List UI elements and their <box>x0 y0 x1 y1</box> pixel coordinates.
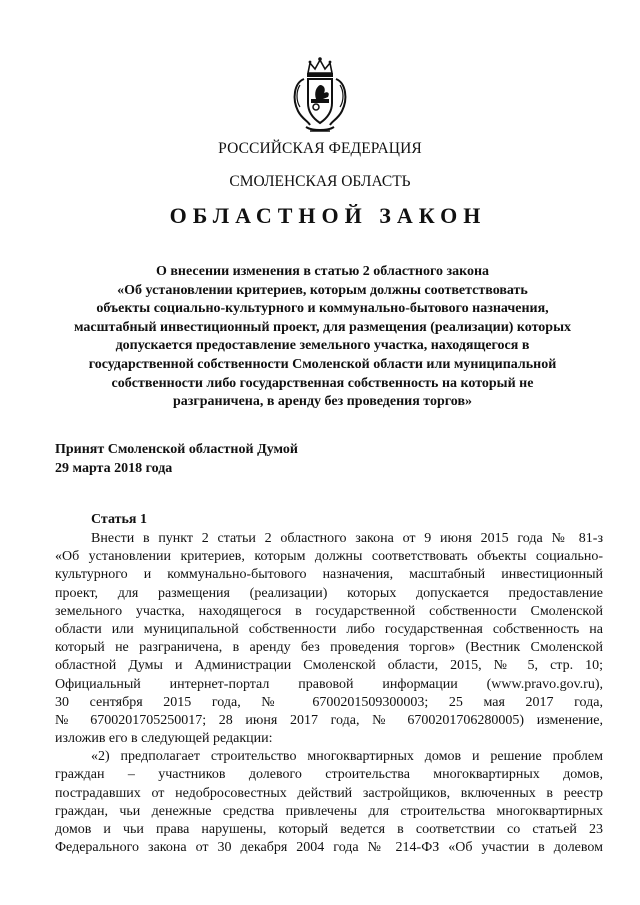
body-line: области или муниципальной собственности либо государственная собственность на <box>55 621 603 637</box>
body-line: Федерального закона от 30 декабря 2004 года № 214-ФЗ «Об участии в долевом <box>55 840 603 856</box>
body-line: № 6700201705250017; 28 июня 2017 года, № 6700201706280005) изменение, <box>55 712 603 728</box>
adoption-date: 29 марта 2018 года <box>55 461 173 476</box>
body-line: изложив его в следующей редакции: <box>55 731 273 747</box>
body-line: проект, для размещения (реализации) которых допускается предоставление <box>55 585 603 601</box>
coat-of-arms-icon <box>290 55 350 135</box>
body-line: Внести в пункт 2 статьи 2 областного закона от 9 июня 2015 года № 81-з <box>91 531 603 546</box>
region-heading: СМОЛЕНСКАЯ ОБЛАСТЬ <box>229 173 411 190</box>
body-line: 30 сентября 2015 года, № 6700201509300003; 25 мая 2017 года, <box>55 694 603 710</box>
adoption-note <box>55 440 298 478</box>
body-line: «Об установлении критериев, которым должны соответствовать объекты социально- <box>55 549 603 565</box>
article-heading: Статья 1 <box>91 512 147 527</box>
title-line: государственной собственности Смоленской области или муниципальной <box>88 356 557 372</box>
law-title <box>40 263 605 412</box>
title-line: масштабный инвестиционный проект, для размещения (реализации) которых <box>73 319 572 335</box>
title-line: разграничена, в аренду без проведения торгов» <box>172 394 473 410</box>
country-heading: РОССИЙСКАЯ ФЕДЕРАЦИЯ <box>218 140 422 157</box>
body-line: земельного участка, находящегося в государственной собственности Смоленской <box>55 603 603 619</box>
title-line: объекты социально-культурного и коммунально-бытового назначения, <box>96 301 549 317</box>
body-line: Официальный интернет-портал правовой информации (www.pravo.gov.ru), <box>55 676 603 692</box>
body-line: «2) предполагает строительство многоквартирных домов и решение проблем <box>91 749 603 765</box>
body-line: областной Думы и Администрации Смоленской области, 2015, № 5, стр. 10; <box>55 658 603 674</box>
body-line: граждан – участников долевого строительства многоквартирных домов, <box>55 767 603 783</box>
article-body <box>55 530 603 857</box>
title-line: «Об установлении критериев, которым должны соответствовать <box>117 282 528 298</box>
body-line: который не разграничена, в аренду без проведения торгов» (Вестник Смоленской <box>55 640 603 656</box>
title-line: О внесении изменения в статью 2 областного закона <box>155 264 490 279</box>
body-line: домов и чьи права нарушены, который ведется в соответствии со статьей 23 <box>55 822 603 837</box>
body-line: граждан, чьи денежные средства привлечены для строительства многоквартирных <box>55 803 603 819</box>
body-line: пострадавших от недобросовестных действий застройщиков, включенных в реестр <box>55 785 603 801</box>
body-line: культурного и коммунально-бытового назначения, масштабный инвестиционный <box>55 567 603 583</box>
document-type-heading: ОБЛАСТНОЙ ЗАКОН <box>169 203 487 228</box>
title-line: собственности либо государственная собственность на который не <box>111 375 534 391</box>
adoption-body: Принят Смоленской областной Думой <box>55 442 298 457</box>
title-line: допускается предоставление земельного участка, находящегося в <box>115 338 530 354</box>
